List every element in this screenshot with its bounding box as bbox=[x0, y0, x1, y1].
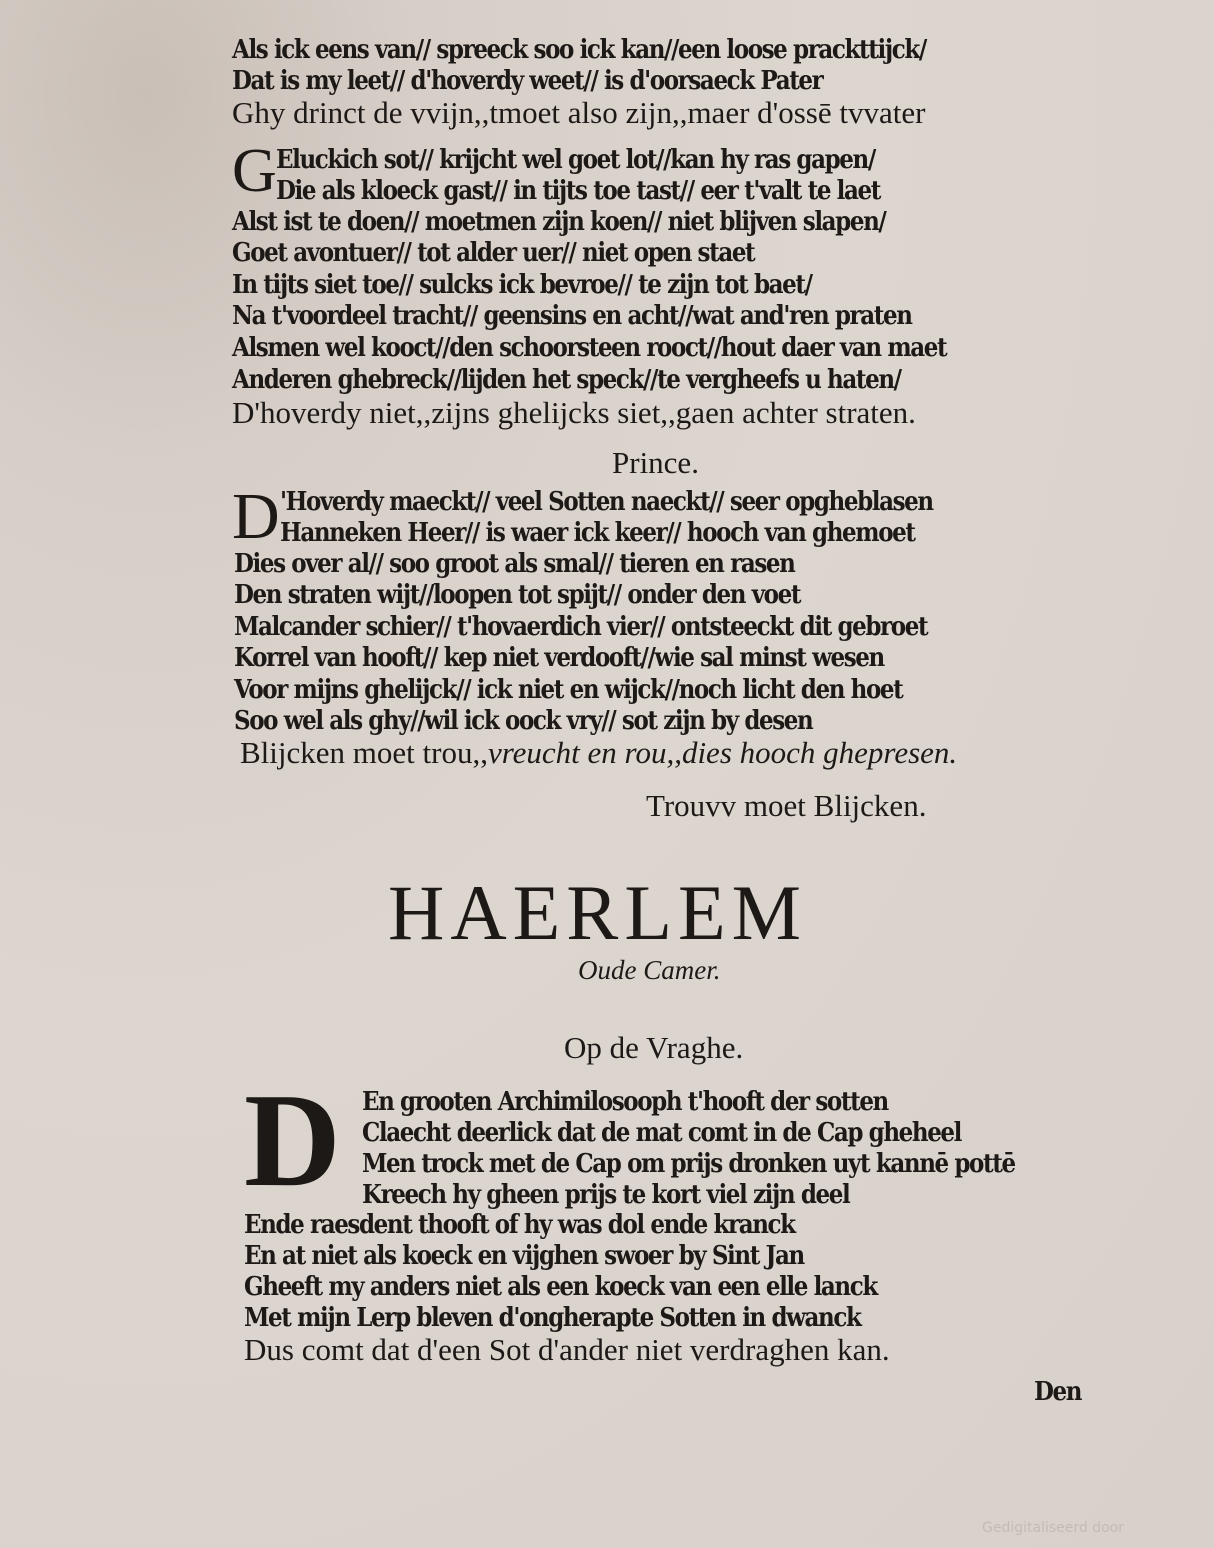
verse-line: Alst ist te doen// moetmen zijn koen// niet blijven slapen/ bbox=[232, 206, 886, 238]
chamber-subtitle: Oude Camer. bbox=[578, 955, 721, 985]
verse-line: Malcander schier// t'hovaerdich vier// ontsteeckt dit gebroet bbox=[234, 611, 928, 643]
verse-line: 'Hoverdy maeckt// veel Sotten naeckt// seer opgheblasen bbox=[280, 486, 933, 518]
section-heading: Prince. bbox=[612, 445, 699, 480]
verse-line: Ende raesdent thooft of hy was dol ende kranck bbox=[244, 1209, 795, 1241]
drop-cap: D bbox=[232, 480, 280, 553]
refrain-roman: Blijcken moet trou,, bbox=[240, 735, 488, 770]
refrain-line: Ghy drinct de vvijn,,tmoet also zijn,,maer d'ossē tvvater bbox=[232, 95, 926, 130]
catchword: Den bbox=[1034, 1376, 1082, 1408]
refrain-line: D'hoverdy niet,,zijns ghelijcks siet,,gaen achter straten. bbox=[232, 395, 916, 430]
verse-line: En at niet als koeck en vijghen swoer by Sint Jan bbox=[244, 1240, 804, 1272]
verse-line: Soo wel als ghy//wil ick oock vry// sot zijn by desen bbox=[234, 705, 813, 737]
refrain-italic: vreucht en rou,,dies hooch ghepresen. bbox=[487, 735, 958, 770]
verse-line: Den straten wijt//loopen tot spijt// onder den voet bbox=[234, 579, 801, 611]
verse-line: Gheeft my anders niet als een koeck van een elle lanck bbox=[244, 1271, 877, 1303]
verse-line: Anderen ghebreck//lijden het speck//te vergheefs u haten/ bbox=[232, 364, 901, 396]
verse-line: Dies over al// soo groot als smal// tieren en rasen bbox=[234, 548, 795, 580]
verse-line: Eluckich sot// krijcht wel goet lot//kan hy ras gapen/ bbox=[276, 144, 875, 176]
watermark: Gedigitaliseerd door bbox=[982, 1520, 1125, 1536]
section-heading: Op de Vraghe. bbox=[564, 1030, 744, 1065]
verse-line: Na t'voordeel tracht// geensins en acht//wat and'ren praten bbox=[232, 300, 912, 332]
verse-line: Alsmen wel kooct//den schoorsteen rooct//hout daer van maet bbox=[232, 332, 947, 364]
verse-line: Hanneken Heer// is waer ick keer// hooch van ghemoet bbox=[280, 517, 915, 549]
verse-line: Goet avontuer// tot alder uer// niet open staet bbox=[232, 237, 755, 269]
verse-line: En grooten Archimilosooph t'hooft der sotten bbox=[362, 1086, 888, 1118]
chamber-title: HAERLEM bbox=[388, 869, 807, 956]
verse-line: Voor mijns ghelijck// ick niet en wijck//noch licht den hoet bbox=[234, 674, 903, 706]
motto: Trouvv moet Blijcken. bbox=[646, 788, 927, 823]
verse-line: Korrel van hooft// kep niet verdooft//wie sal minst wesen bbox=[234, 642, 884, 674]
verse-line: Als ick eens van// spreeck soo ick kan//een loose prackttijck/ bbox=[232, 34, 926, 66]
verse-line: Met mijn Lerp bleven d'ongherapte Sotten in dwanck bbox=[244, 1302, 861, 1334]
verse-line: Dat is my leet// d'hoverdy weet// is d'oorsaeck Pater bbox=[232, 65, 823, 97]
verse-line: Die als kloeck gast// in tijts toe tast// eer t'valt te laet bbox=[276, 175, 880, 207]
refrain-line: Dus comt dat d'een Sot d'ander niet verdraghen kan. bbox=[244, 1332, 890, 1367]
verse-line: Men trock met de Cap om prijs dronken uyt kannē pottē bbox=[362, 1148, 1015, 1180]
drop-cap: G bbox=[232, 137, 277, 205]
drop-cap: D bbox=[244, 1066, 341, 1214]
verse-line: Kreech hy gheen prijs te kort viel zijn deel bbox=[362, 1179, 850, 1211]
refrain-line bbox=[240, 735, 957, 771]
verse-line: Claecht deerlick dat de mat comt in de Cap gheheel bbox=[362, 1117, 961, 1149]
verse-line: In tijts siet toe// sulcks ick bevroe// te zijn tot baet/ bbox=[232, 269, 812, 301]
